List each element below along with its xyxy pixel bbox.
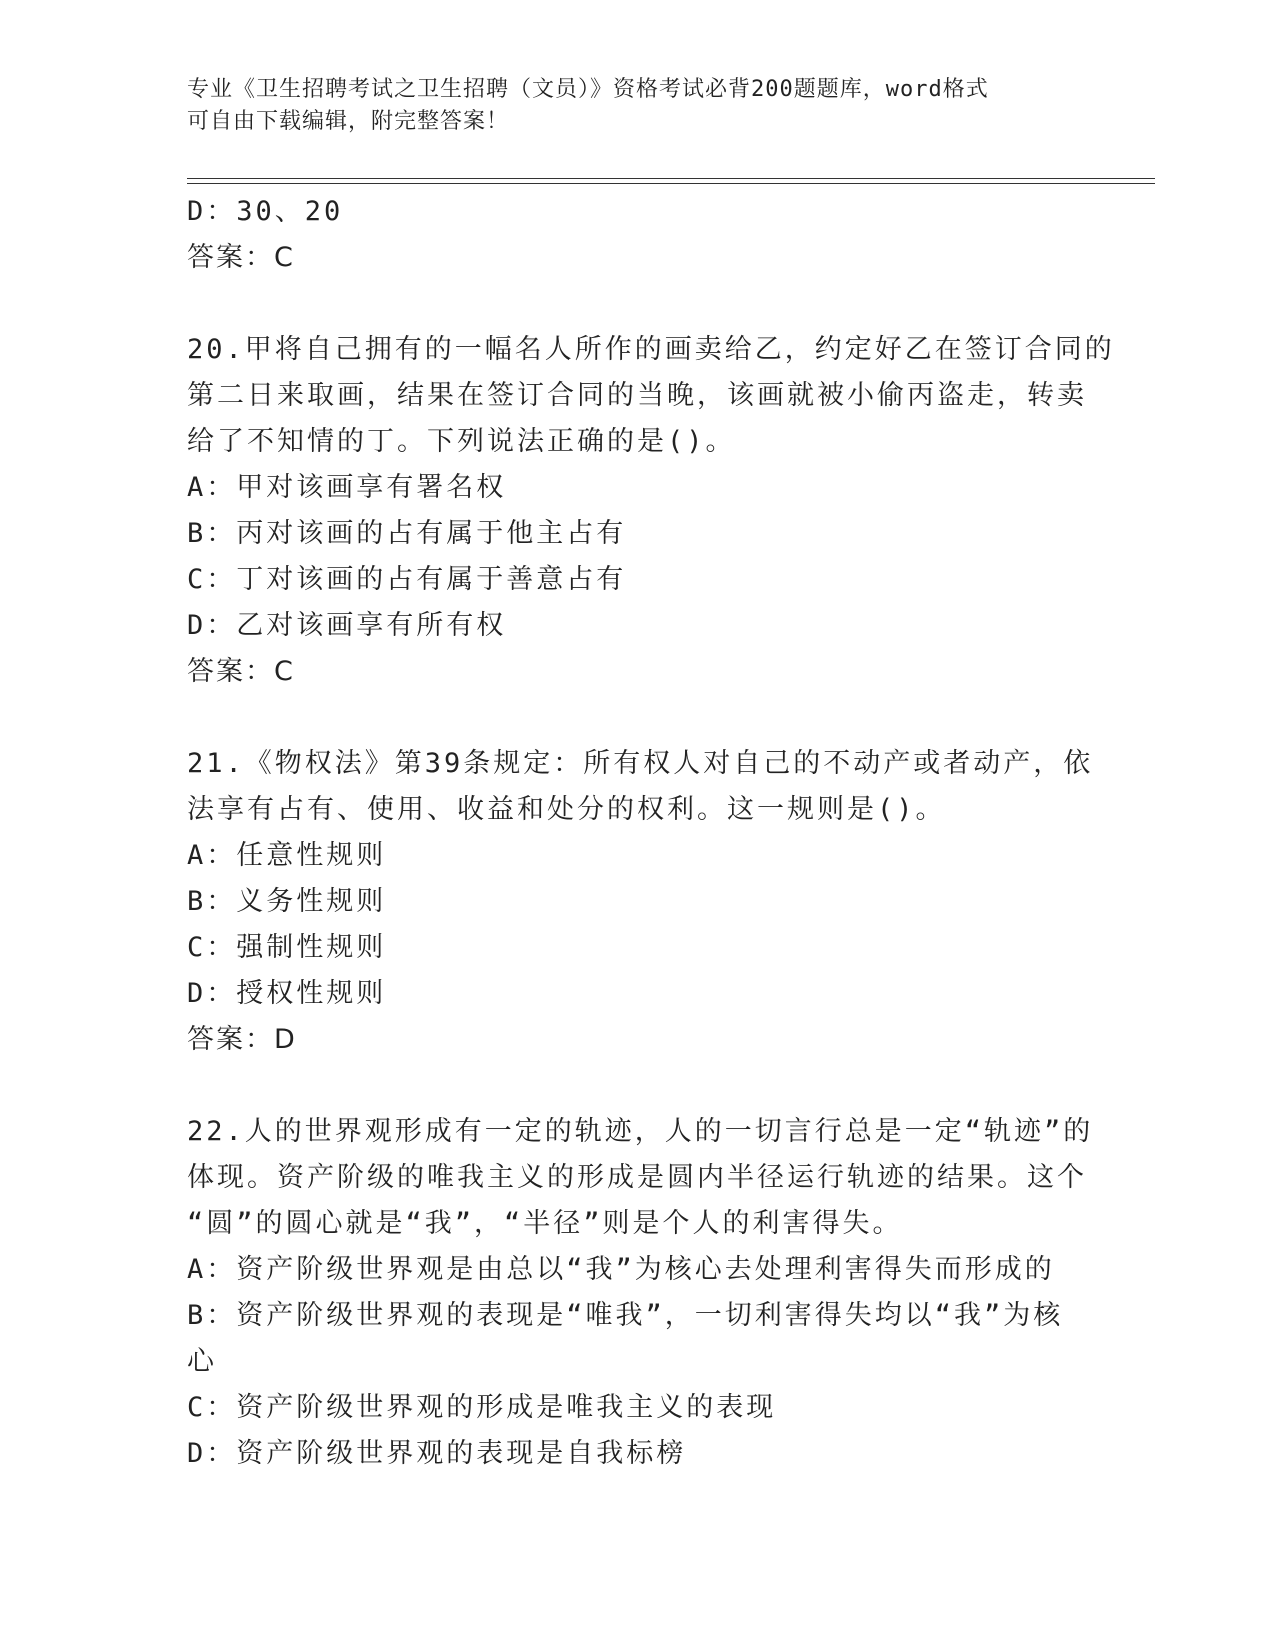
question-stem-line: 20.甲将自己拥有的一幅名人所作的画卖给乙，约定好乙在签订合同的 [187,334,1115,365]
option-d: D：30、20 [187,196,344,227]
option-d: D：乙对该画享有所有权 [187,610,507,641]
question-stem-line: 22.人的世界观形成有一定的轨迹，人的一切言行总是一定“轨迹”的 [187,1116,1094,1147]
spacer [187,281,1087,327]
previous-question-tail [187,189,1087,281]
question-22 [187,1109,1094,1477]
question-21 [187,741,1094,1063]
option-c: C：强制性规则 [187,932,387,963]
document-header [187,74,1087,138]
question-stem-line: “圆”的圆心就是“我”，“半径”则是个人的利害得失。 [187,1208,903,1239]
answer-line: 答案：C [187,656,295,687]
option-d: D：资产阶级世界观的表现是自我标榜 [187,1438,687,1469]
spacer [187,1063,1087,1109]
header-divider-top [187,178,1155,179]
question-stem-line: 体现。资产阶级的唯我主义的形成是圆内半径运行轨迹的结果。这个 [187,1162,1087,1193]
answer-line: 答案：D [187,1024,297,1055]
header-line-2: 可自由下载编辑，附完整答案！ [187,109,510,134]
question-stem-line: 21.《物权法》第39条规定：所有权人对自己的不动产或者动产，依 [187,748,1094,779]
question-20 [187,327,1115,695]
document-body [187,189,1115,1477]
option-b: B：丙对该画的占有属于他主占有 [187,518,627,549]
spacer [187,695,1087,741]
option-d: D：授权性规则 [187,978,387,1009]
answer-line: 答案：C [187,242,295,273]
option-b: B：资产阶级世界观的表现是“唯我”，一切利害得失均以“我”为核 [187,1300,1064,1331]
header-line-1: 专业《卫生招聘考试之卫生招聘（文员）》资格考试必背200题题库，word格式 [187,77,989,102]
option-b-continued: 心 [187,1346,217,1377]
option-c: C：丁对该画的占有属于善意占有 [187,564,627,595]
option-a: A：甲对该画享有署名权 [187,472,507,503]
option-c: C：资产阶级世界观的形成是唯我主义的表现 [187,1392,777,1423]
header-divider-bottom [187,183,1155,184]
question-stem-line: 给了不知情的丁。下列说法正确的是()。 [187,426,736,457]
question-stem-line: 法享有占有、使用、收益和处分的权利。这一规则是()。 [187,794,946,825]
option-a: A：资产阶级世界观是由总以“我”为核心去处理利害得失而形成的 [187,1254,1055,1285]
option-b: B：义务性规则 [187,886,387,917]
option-a: A：任意性规则 [187,840,387,871]
question-stem-line: 第二日来取画，结果在签订合同的当晚，该画就被小偷丙盗走，转卖 [187,380,1087,411]
